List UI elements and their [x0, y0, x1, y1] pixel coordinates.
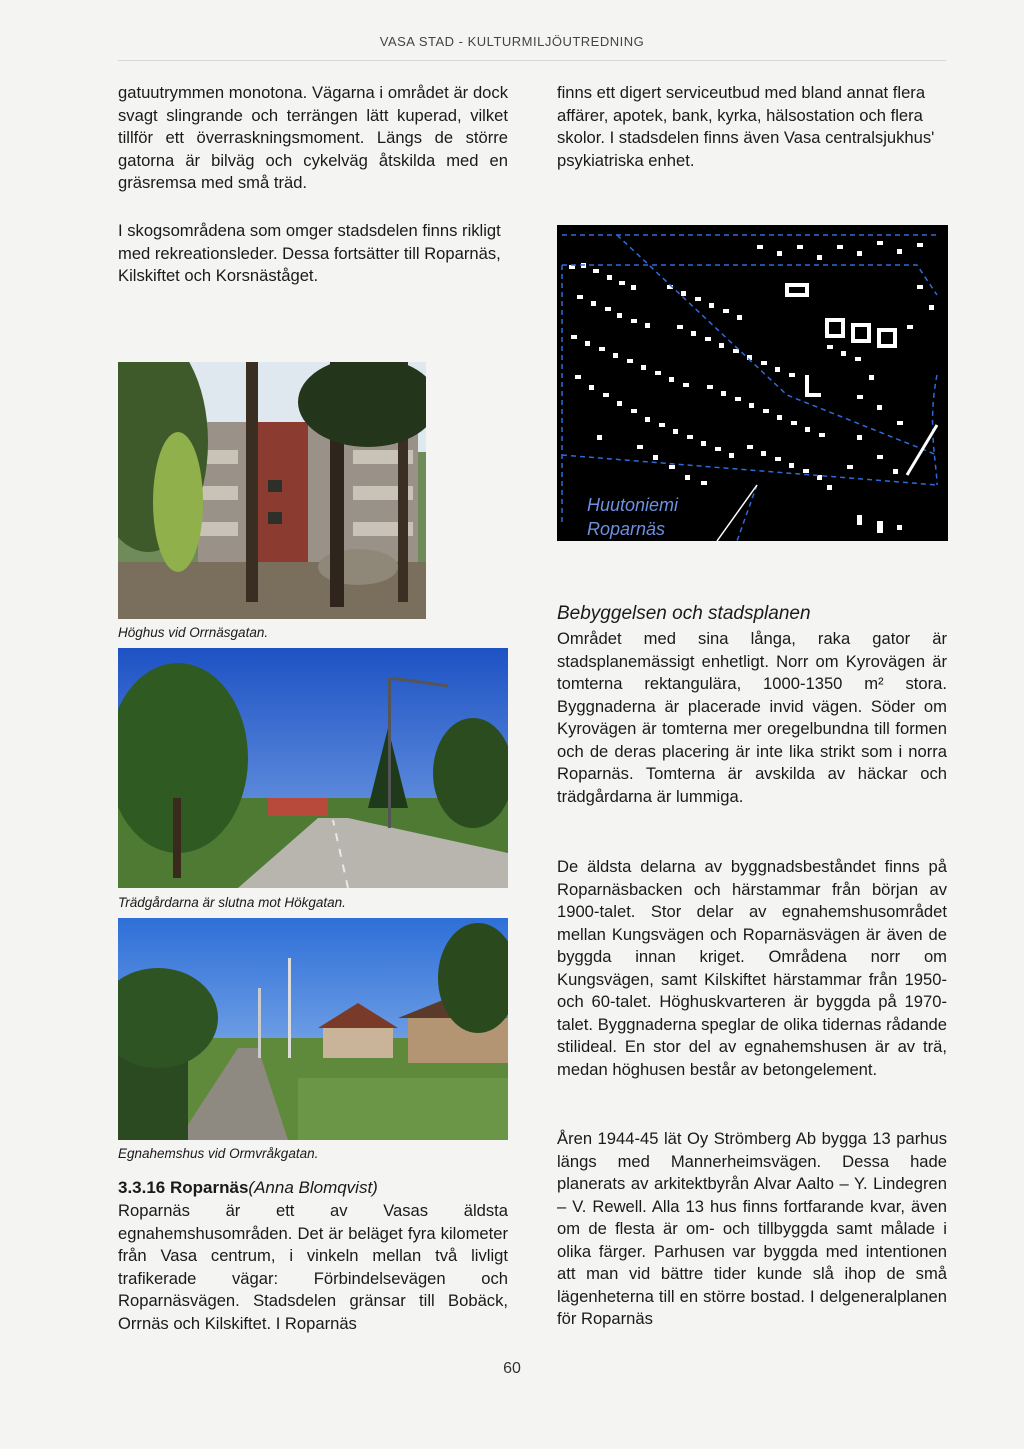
district-map: [557, 225, 948, 541]
subheading-bebyggelsen: Bebyggelsen och stadsplanen: [557, 603, 811, 624]
running-header: VASA STAD - KULTURMILJÖUTREDNING: [379, 34, 645, 49]
photo-detached-houses: [118, 918, 508, 1140]
caption-photo-highrise: Höghus vid Orrnäsgatan.: [118, 625, 269, 640]
photo-highrise: [118, 362, 426, 619]
section-number: 3.3.16 Roparnäs: [118, 1178, 249, 1197]
caption-photo-street: Trädgårdarna är slutna mot Hökgatan.: [118, 895, 346, 910]
right-paragraph-1: finns ett digert serviceutbud med bland annat flera affärer, apotek, bank, kyrka, hälsostation och flera skolor. I stadsdelen finns även Vasa centralsjukhus' psykiatriska enhet.: [557, 83, 935, 170]
map-label-huutoniemi: Huutoniemi: [587, 495, 679, 515]
right-paragraph-3: De äldsta delarna av byggnadsbeståndet finns på Roparnäsbacken och härstammar från början av 1900-talet. Stor delar av egnahemshusområdet mellan Kungsvägen och Roparnäsvägen är även de byggda innan kriget. Områdena norr om Kungsvägen, samt Kilskiftet härstammar från 1950- och 60-talet. Höghuskvarteren är byggda på 1970-talet. Byggnaderna speglar de olika tidernas rådande stilideal. En stor del av egnahemshusen är av trä, medan höghusen består av betongelement.: [557, 857, 947, 1079]
left-paragraph-2: I skogsområdena som omger stadsdelen finns rikligt med rekreationsleder. Dessa fortsätter till Roparnäs, Kilskiftet och Korsnäståget.: [118, 221, 501, 285]
section-heading: [118, 1178, 378, 1198]
photo-street: [118, 648, 508, 888]
header-divider: [118, 60, 946, 61]
section-author: (Anna Blomqvist): [248, 1178, 378, 1197]
right-paragraph-2: Området med sina långa, raka gator är stadsplanemässigt enhetligt. Norr om Kyrovägen är tomterna rektangulära, 1000-1350 m² stora. Byggnaderna är placerade invid vägen. Söder om Kyrovägen är tomterna mer oregelbundna till formen och de deras placering är inte lika strikt som i norra Roparnäs. Tomterna är avskilda av häckar och trädgårdarna är lummiga.: [557, 629, 947, 806]
left-paragraph-3: Roparnäs är ett av Vasas äldsta egnahemshusområden. Det är beläget fyra kilometer från Vasa centrum, i vinkeln mellan två livligt trafikerade vägar: Förbindelsevägen och Roparnäsvägen. Stadsdelen gränsar till Bobäck, Orrnäs och Kilskiftet. I Roparnäs: [118, 1201, 508, 1333]
map-label-roparnas: Roparnäs: [587, 519, 666, 539]
page-number: 60: [503, 1360, 521, 1377]
caption-photo-detached: Egnahemshus vid Ormvråkgatan.: [118, 1146, 319, 1161]
right-paragraph-4: Åren 1944-45 lät Oy Strömberg Ab bygga 13 parhus längs med Mannerheimsvägen. Dessa hade planerats av arkitektbyrån Alvar Aalto – Y. Lindegren – V. Rewell. Alla 13 hus finns fortfarande kvar, även om de flesta är om- och tillbyggda samt målade i olika färger. Parhusen var byggda med intentionen att man vid bättre tider kunde slå ihop de små lägenheterna till en större bostad. I delgeneralplanen för Roparnäs: [557, 1129, 947, 1328]
left-paragraph-1: gatuutrymmen monotona. Vägarna i området är dock svagt slingrande och terrängen lätt kuperad, vilket tillför ett överraskningsmoment. Längs de större gatorna är bilväg och cykelväg åtskilda med en gräsremsa med små träd.: [118, 83, 508, 192]
